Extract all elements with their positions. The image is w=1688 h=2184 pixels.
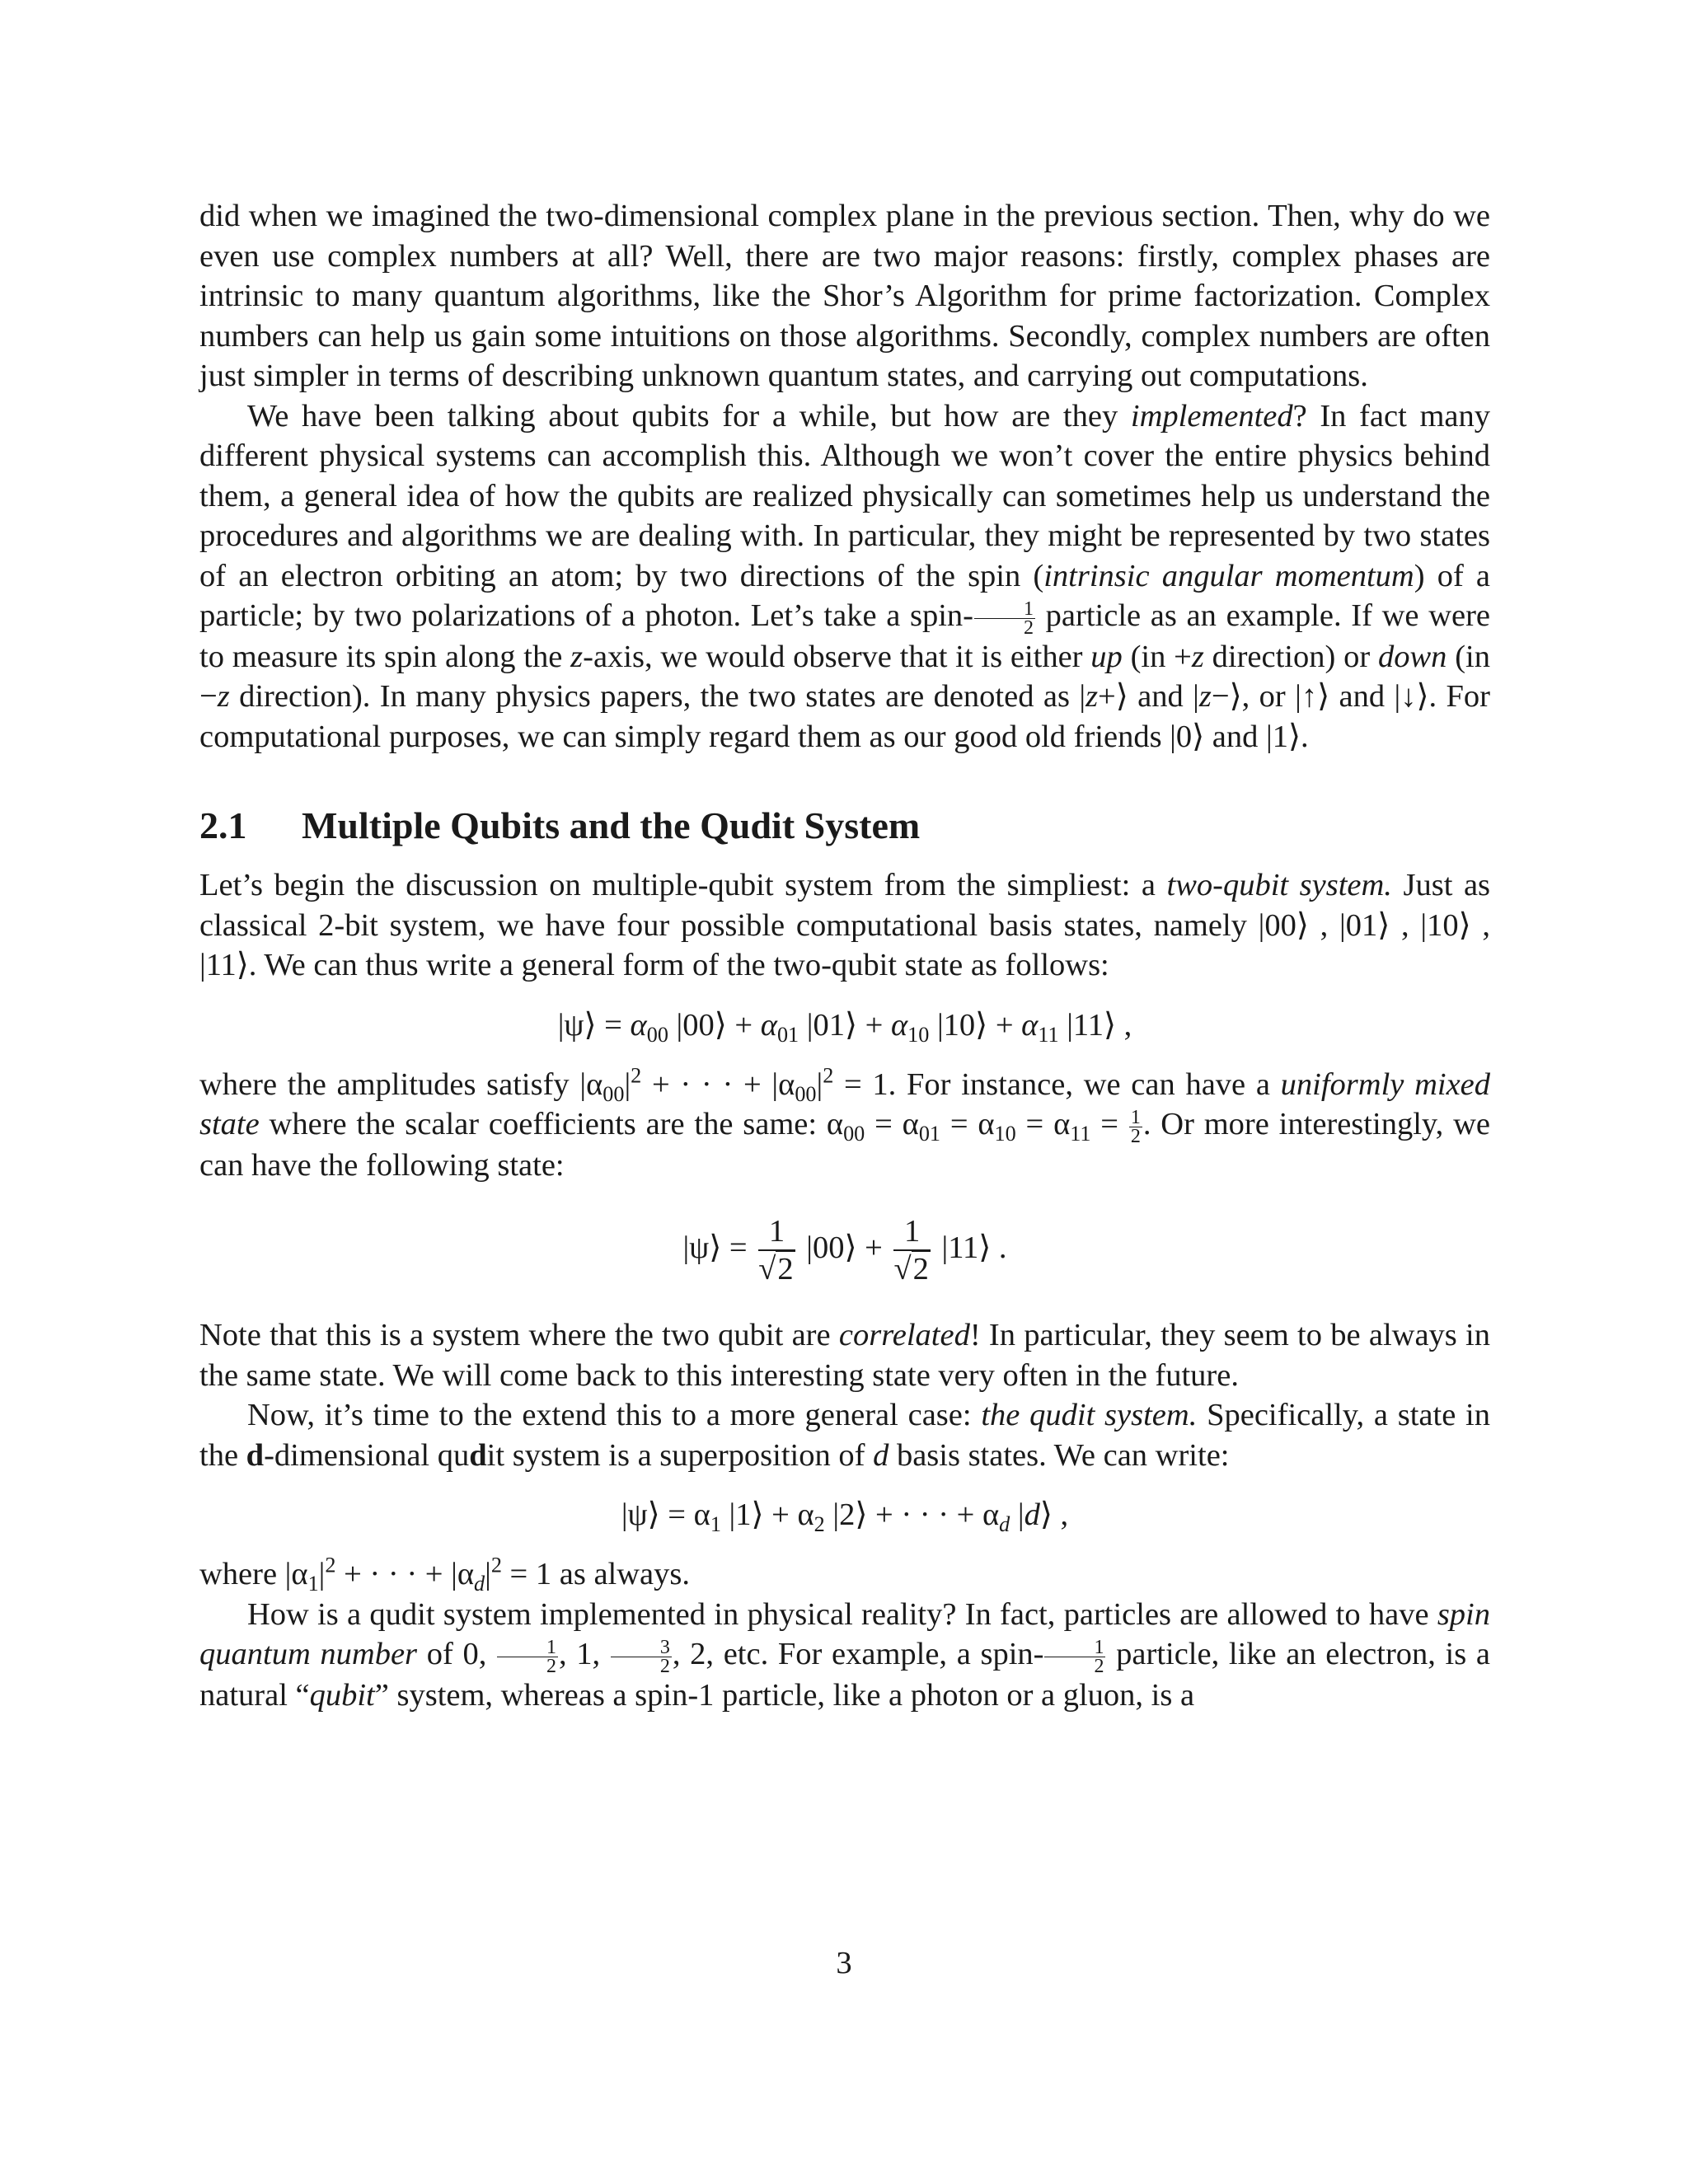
emphasis-qudit-system: the qudit system. [981, 1398, 1198, 1433]
emphasis-uniformly-mixed-state: uniformly mixed state [199, 1066, 1490, 1142]
text-span: direction) or [1203, 639, 1378, 674]
text-span: Just as classical 2-bit system, we have four possible computational basis states, namely |00⟩ , |01⟩ , |10⟩ , |11⟩. We can thus write a general form of the two-qubit state as follows: [199, 868, 1491, 983]
text-span: +⟩ and | [1098, 679, 1199, 715]
emphasis-implemented: implemented [1130, 398, 1293, 434]
fraction-one-half: $\frac{1}{2}$ [974, 600, 1035, 637]
text-span: ) of a particle; by two polarizations of a photon. Let’s take a spin- [199, 558, 1491, 633]
page-number: 3 [836, 1946, 852, 1980]
section-number: 2.1 [199, 804, 247, 847]
paragraph-normalization: where $|\alpha_1|^2$ + · · · + $|\alpha_d|^2 = 1$ as always. [199, 1553, 690, 1596]
text-span: −⟩, or |↑⟩ and |↓⟩. For computational purposes, we can simply regard them as our good old friends |0⟩ and |1⟩. [199, 679, 1490, 754]
fraction-one-half: $\frac{1}{2}$ [497, 1638, 558, 1675]
paragraph-correlated: Note that this is a system where the two qubit are correlated! In particular, they seem to be always in the same state. We will come back to this interesting state very often in the future. [199, 1318, 1490, 1393]
emphasis-angular-momentum: intrinsic angular momentum [1043, 558, 1414, 593]
text-span: (in − [199, 639, 1490, 715]
fraction-three-halves: $\frac{3}{2}$ [611, 1638, 672, 1675]
text-span: -axis, we would observe that it is either [583, 639, 1091, 674]
fraction-one-half: $\frac{1}{2}$ [1044, 1638, 1105, 1675]
emphasis-two-qubit-system: two-qubit system. [1166, 868, 1392, 903]
paragraph-qubit-implementation [199, 396, 1490, 757]
fraction-one-over-sqrt2: $\frac{1}{√2}$ [758, 1214, 794, 1287]
math-var-z: z [1191, 639, 1204, 674]
section-heading [199, 803, 1490, 849]
section-title: Multiple Qubits and the Qudit System [302, 804, 921, 847]
emphasis-down: down [1377, 639, 1447, 674]
emphasis-qubit: qubit [309, 1678, 375, 1713]
text-span: We have been talking about qubits for a while, but how are they [247, 398, 1131, 434]
document-page [199, 196, 1490, 1716]
text-span: Let’s begin the discussion on multiple-qubit system from the simpliest: a [199, 868, 1167, 903]
emphasis-spin-quantum-number: spin quantum number [199, 1596, 1490, 1672]
text-span: (in + [1122, 639, 1192, 674]
paragraph-physical-qudit: How is a qudit system implemented in physical reality? In fact, particles are allowed to have spin quantum number of 0, $\frac{1}{2}$ , 1, $\frac{3}{2}$ , 2, etc. For example, a spin- $\frac{1}{2}$ particle, like an electron, is a natural “qubit” system, whereas a spin-1 particle, like a photon or a gluon, is a [199, 1596, 1490, 1713]
equation-bell-state: |ψ⟩ = $\frac{1}{√2}$ |00⟩ + $\frac{1}{√2}$ |11⟩ . [682, 1214, 1007, 1287]
text-span: ? In fact many different physical systems can accomplish this. Although we won’t cover the entire physics behind them, a general idea of how the qubits are realized physically can sometimes help us understand the procedures and algorithms we are dealing with. In particular, they might be represented by two states of an electron orbiting an atom; by two directions of the spin ( [199, 398, 1490, 593]
emphasis-up: up [1090, 639, 1123, 674]
math-var-z: z [1085, 679, 1099, 715]
paragraph-complex-numbers: did when we imagined the two-dimensional complex plane in the previous section. Then, why do we even use complex numbers at all? Well, there are two major reasons: firstly, complex phases are intrinsic to many quantum algorithms, like the Shor’s Algorithm for prime factorization. Complex numbers can help us gain some intuitions on those algorithms. Secondly, complex numbers are often just simpler in terms of describing unknown quantum states, and carrying out computations. [199, 199, 1490, 393]
text-span: particle as an example. If we were to measure its spin along the [199, 598, 1490, 674]
paragraph-amplitudes: where the amplitudes satisfy $|\alpha_{00}|^2$ + · · · + $|\alpha_{00}|^2 = 1$. For instance, we can have a uniformly mixed state where the scalar coefficients are the same: $\alpha_{00} = \alpha_{01} = \alpha_{10} = \alpha_{11}$ = $\frac{1}{2}$ . Or more interestingly, we can have the following state: [199, 1063, 1490, 1183]
math-var-z: z [217, 679, 230, 715]
equation-two-qubit-state: |ψ⟩ = $\alpha_{00}$ |00⟩ + $\alpha_{01}$ |01⟩ + $\alpha_{10}$ |10⟩ + $\alpha_{11}$ |11⟩ , [557, 1007, 1132, 1047]
math-var-z: z [570, 639, 584, 674]
fraction-one-over-sqrt2: $\frac{1}{√2}$ [893, 1214, 929, 1287]
paragraph-two-qubit [199, 865, 1490, 986]
equation-qudit-state: |ψ⟩ = $\alpha_1$ |1⟩ + $\alpha_2$ |2⟩ + · · · + $\alpha_d$ |d⟩ , [621, 1497, 1069, 1537]
text-span: direction). In many physics papers, the two states are denoted as | [229, 679, 1086, 715]
math-var-z: z [1198, 679, 1212, 715]
emphasis-correlated: correlated [838, 1318, 970, 1353]
paragraph-qudit-system: Now, it’s time to the extend this to a more general case: the qudit system. Specifically, a state in the d-dimensional qudit system is a superposition of d basis states. We can write: [199, 1398, 1490, 1473]
fraction-one-half: $\frac{1}{2}$ [1130, 1106, 1141, 1147]
